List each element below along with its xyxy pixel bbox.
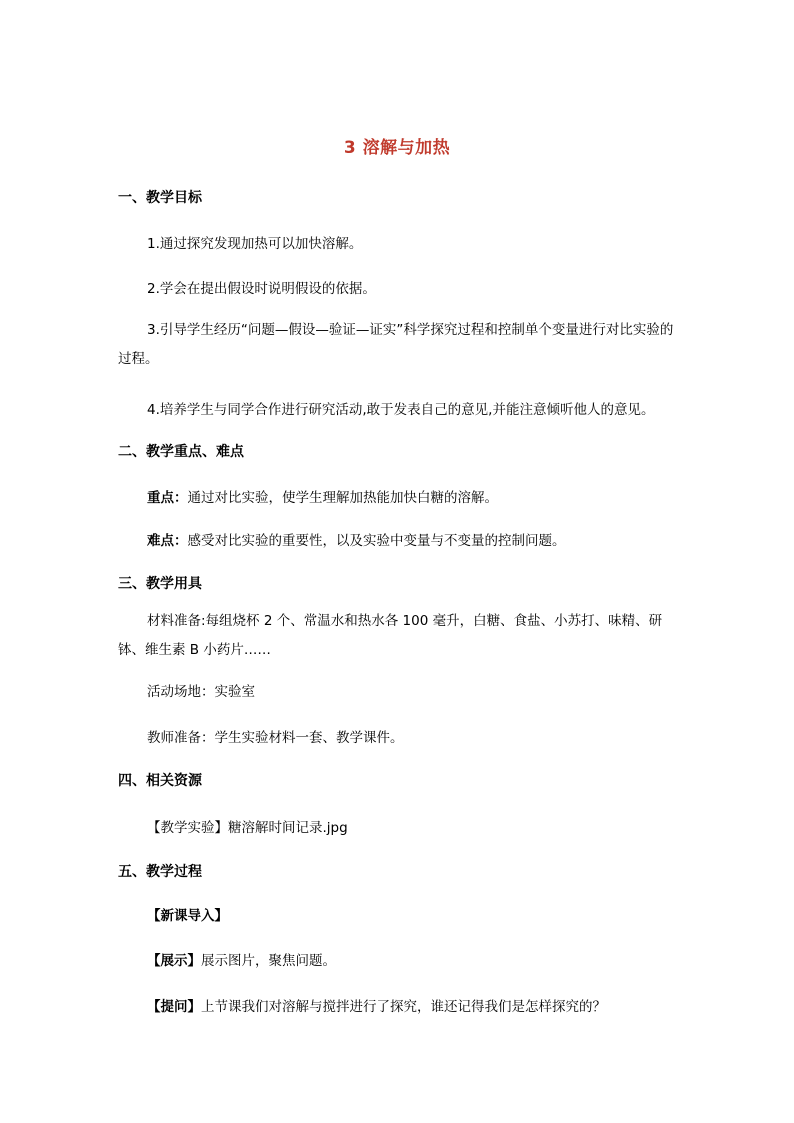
show-text: 展示图片，聚焦问题。 <box>201 953 336 969</box>
page-title: 3 溶解与加热 <box>343 138 451 158</box>
section-heading-key-points: 二、教学重点、难点 <box>118 444 244 460</box>
intro-label: 【新课导入】 <box>147 908 228 924</box>
ask-label: 【提问】 <box>147 999 201 1015</box>
ask-line <box>147 995 606 1015</box>
show-label: 【展示】 <box>147 953 201 969</box>
focus-line <box>147 486 498 506</box>
difficulty-line <box>147 529 566 549</box>
goal-item-3: 3.引导学生经历“问题—假设—验证—证实”科学探究过程和控制单个变量进行对比实验的过程。 <box>118 322 674 367</box>
show-line <box>147 949 336 969</box>
resource-item: 【教学实验】糖溶解时间记录.jpg <box>147 820 348 836</box>
focus-label: 重点： <box>147 490 188 506</box>
materials-text: 材料准备:每组烧杯 2 个、常温水和热水各 100 毫升，白糖、食盐、小苏打、味精、研钵、维生素 B 小药片…… <box>118 613 663 658</box>
difficulty-label: 难点： <box>147 533 188 549</box>
section-heading-goals: 一、教学目标 <box>118 190 202 206</box>
goal-item-1: 1.通过探究发现加热可以加快溶解。 <box>147 236 363 252</box>
goal-item-4: 4.培养学生与同学合作进行研究活动,敢于发表自己的意见,并能注意倾听他人的意见。 <box>147 402 655 418</box>
section-heading-tools: 三、教学用具 <box>118 576 202 592</box>
teacher-prep-text: 教师准备：学生实验材料一套、教学课件。 <box>147 730 404 746</box>
difficulty-text: 感受对比实验的重要性，以及实验中变量与不变量的控制问题。 <box>187 533 566 549</box>
section-heading-resources: 四、相关资源 <box>118 773 202 789</box>
section-heading-process: 五、教学过程 <box>118 864 202 880</box>
focus-text: 通过对比实验，使学生理解加热能加快白糖的溶解。 <box>187 490 498 506</box>
venue-text: 活动场地：实验室 <box>147 684 255 700</box>
ask-text: 上节课我们对溶解与搅拌进行了探究，谁还记得我们是怎样探究的？ <box>201 999 606 1015</box>
goal-item-2: 2.学会在提出假设时说明假设的依据。 <box>147 281 376 297</box>
